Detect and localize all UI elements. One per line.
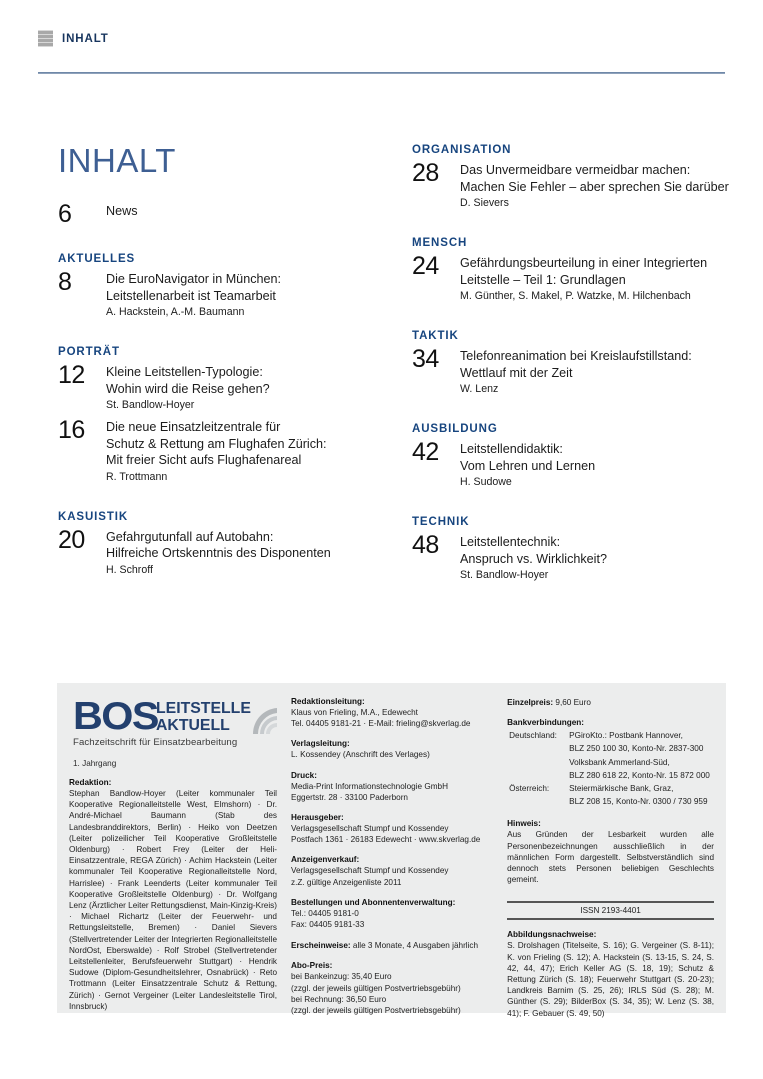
erscheinweise-value: alle 3 Monate, 4 Ausgaben jährlich bbox=[352, 941, 479, 951]
einzelpreis-label: Einzelpreis: bbox=[507, 698, 554, 707]
gray-bars-icon bbox=[38, 30, 53, 47]
bank-row bbox=[509, 796, 712, 807]
toc-section-heading: AKTUELLES bbox=[58, 253, 136, 265]
toc-entry-title-line: Schutz & Rettung am Flughafen Zürich: bbox=[106, 436, 327, 451]
arc-swoosh-icon bbox=[251, 704, 277, 734]
bank-row bbox=[509, 757, 712, 768]
text-line: Verlagsgesellschaft Stumpf und Kossendey bbox=[291, 866, 449, 876]
redaktion-text: Stephan Bandlow-Hoyer (Leiter kommunaler Teil Kooperative Regionalleitstelle West, Elmshorn) · Dr. André-Michael Baumann (Stab des Landesbranddirektors, Berlin) · Heiko von Deetzen (Leiter polizeilicher Teil Kooperative Großleitstelle Oldenburg) · Robert Frey (Leiter der Heli-Einsatzzentrale, REGA Zürich) · Achim Hackstein (Leiter kommunaler Teil Kooperative Regionalleitstelle Nord, Harrislee) · Frank Leenderts (Leiter kommunaler Teil Kooperative Großleitstelle Oldenburg) · Dr. Wolfgang Lenz (Ärztlicher Leiter Rettungsdienst, Main-Kinzig-Kreis) · Michael Richartz (Leiter der Feuerwehr- und Rettungsleitstelle, Bremen) · Daniel Sievers (Stellvertretender Leiter der Integrierten Regionalleitstelle NordOst, Eberswalde) · Rolf Strobel (Stellvertretender Leitstellenleiter, Berufsfeuerwehr Stuttgart) · Hendrik Sudowe (Diplom-Gesundheitslehrer, Osnabrück) · Reto Trottmann (Leiter Einsatzzentrale Schutz & Rettung, Zürich) · Gernot Vergeiner (Leiter Landesleitstelle Tirol, Innsbruck) bbox=[69, 789, 277, 1011]
bank-row bbox=[509, 783, 712, 794]
toc-entry[interactable] bbox=[412, 160, 742, 211]
text-line: Verlagsgesellschaft Stumpf und Kossendey bbox=[291, 824, 449, 834]
header-divider bbox=[38, 72, 725, 74]
toc-entry-body bbox=[106, 362, 388, 413]
text-line: Tel. 04405 9181-21 · E-Mail: frieling@skverlag.de bbox=[291, 719, 471, 729]
bestellungen-label: Bestellungen und Abonnentenverwaltung: bbox=[291, 897, 456, 907]
bank-row bbox=[509, 730, 712, 741]
toc-section-heading: TECHNIK bbox=[412, 516, 470, 528]
toc-entry-title-line: Gefahrgutunfall auf Autobahn: bbox=[106, 529, 274, 544]
toc-entry-title-line: Das Unvermeidbare vermeidbar machen: bbox=[460, 163, 691, 177]
toc-right-column bbox=[412, 144, 742, 587]
toc-entry-page-number[interactable]: 42 bbox=[412, 438, 439, 466]
toc-entry-page-number[interactable]: 16 bbox=[58, 416, 85, 444]
bankverbindungen-label: Bankverbindungen: bbox=[507, 718, 585, 728]
toc-entry-page-number[interactable]: 28 bbox=[412, 159, 439, 187]
herausgeber-label: Herausgeber: bbox=[291, 813, 344, 823]
toc-entry-page-number[interactable]: 48 bbox=[412, 531, 439, 559]
bestellungen-text bbox=[291, 908, 493, 930]
toc-entry[interactable] bbox=[58, 417, 388, 485]
text-line: z.Z. gültige Anzeigenliste 2011 bbox=[291, 877, 402, 887]
imprint-column-logo bbox=[69, 695, 291, 1011]
table-of-contents bbox=[0, 144, 763, 587]
bank-detail-line: BLZ 208 15, Konto-Nr. 0300 / 730 959 bbox=[569, 797, 708, 807]
running-header bbox=[38, 30, 109, 47]
text-line: Tel.: 04405 9181-0 bbox=[291, 908, 359, 918]
toc-entry-body bbox=[106, 201, 388, 220]
logo-aktuell-text: AKTUELL bbox=[156, 717, 230, 734]
bank-row bbox=[509, 770, 712, 781]
toc-entry-title-line: Leitstellenarbeit ist Teamarbeit bbox=[106, 288, 276, 303]
toc-section-heading: AUSBILDUNG bbox=[412, 423, 498, 435]
toc-entry-title-line: Vom Lehren und Lernen bbox=[460, 458, 596, 473]
druck-label: Druck: bbox=[291, 770, 317, 780]
imprint-column-contact bbox=[291, 697, 507, 1016]
bank-country-label bbox=[509, 743, 567, 754]
toc-entry-page-number[interactable]: 20 bbox=[58, 525, 85, 554]
logo-volume: 1. Jahrgang bbox=[73, 759, 117, 768]
bank-detail-line: PGiroKto.: Postbank Hannover, bbox=[569, 731, 683, 741]
toc-entry[interactable] bbox=[58, 269, 388, 320]
toc-entry[interactable] bbox=[412, 532, 742, 583]
text-line: L. Kossendey (Anschrift des Verlages) bbox=[291, 750, 430, 760]
toc-section-heading: TAKTIK bbox=[412, 330, 459, 342]
anzeigenverkauf-label: Anzeigenverkauf: bbox=[291, 855, 360, 865]
einzelpreis-row bbox=[507, 697, 714, 708]
toc-entry-title-line: Die neue Einsatzleitzentrale für bbox=[106, 420, 281, 434]
hinweis-text: Aus Gründen der Lesbarkeit wurden alle Personenbezeichnungen ausschließlich in der männlichen Form dargestellt. Selbstverständlich sind dennoch stets Personen beliebigen Geschlechts gemeint. bbox=[507, 830, 714, 885]
toc-entry-body bbox=[460, 439, 742, 490]
toc-entry-title-line: Telefonreanimation bei Kreislaufstillstand: bbox=[460, 349, 692, 363]
logo-bos-text: BOS bbox=[73, 695, 158, 738]
erscheinweise-label: Erscheinweise: bbox=[291, 941, 351, 951]
erscheinweise-row bbox=[291, 940, 493, 951]
toc-entry-title-line: Machen Sie Fehler – aber sprechen Sie darüber bbox=[460, 179, 729, 194]
verlagsleitung-text bbox=[291, 749, 493, 760]
running-header-title: INHALT bbox=[62, 32, 109, 45]
toc-entry-body bbox=[460, 160, 742, 211]
text-line: bei Rechnung: 36,50 Euro bbox=[291, 994, 387, 1004]
abopreis-label: Abo-Preis: bbox=[291, 961, 333, 971]
hinweis-label: Hinweis: bbox=[507, 819, 541, 829]
redaktion-label: Redaktion: bbox=[69, 778, 112, 787]
toc-entry[interactable] bbox=[58, 201, 388, 227]
toc-entry-body bbox=[106, 417, 388, 485]
toc-entry-title-line: Hilfreiche Ortskenntnis des Disponenten bbox=[106, 546, 331, 560]
bank-country-label: Deutschland: bbox=[509, 731, 557, 741]
publication-logo bbox=[73, 695, 277, 768]
text-line: bei Bankeinzug: 35,40 Euro bbox=[291, 972, 392, 982]
toc-entry-authors: W. Lenz bbox=[460, 383, 499, 395]
toc-entry-body bbox=[106, 269, 388, 320]
redaktionsleitung-text bbox=[291, 707, 493, 729]
druck-text bbox=[291, 781, 493, 803]
toc-entry-title-line: News bbox=[106, 204, 138, 218]
imprint-block bbox=[57, 683, 726, 1018]
toc-entry-authors: H. Schroff bbox=[106, 563, 153, 576]
text-line: Media-Print Informationstechnologie GmbH bbox=[291, 781, 448, 791]
text-line: Postfach 1361 · 26183 Edewecht · www.skverlag.de bbox=[291, 835, 481, 845]
toc-entry-body bbox=[460, 253, 742, 304]
toc-entry-title-line: Mit freier Sicht aufs Flughafenareal bbox=[106, 453, 302, 467]
abbildungsnachweise-label: Abbildungsnachweise: bbox=[507, 930, 597, 940]
toc-left-column bbox=[58, 144, 388, 587]
toc-entry-authors: St. Bandlow-Hoyer bbox=[460, 569, 549, 581]
toc-entry-title-line: Leitstellentechnik: bbox=[460, 535, 561, 549]
text-line: Fax: 04405 9181-33 bbox=[291, 920, 365, 930]
toc-section-heading: MENSCH bbox=[412, 237, 468, 249]
abopreis-text bbox=[291, 971, 493, 1016]
toc-entry-title-line: Leitstellendidaktik: bbox=[460, 442, 563, 456]
bank-detail-line: Steiermärkische Bank, Graz, bbox=[569, 784, 674, 794]
text-line: (zzgl. der jeweils gültigen Postvertriebsgebühr) bbox=[291, 1006, 461, 1016]
bank-detail-line: BLZ 280 618 22, Konto-Nr. 15 872 000 bbox=[569, 770, 710, 780]
bank-country-label bbox=[509, 796, 567, 807]
toc-entry-authors: D. Sievers bbox=[460, 197, 509, 209]
toc-entry[interactable] bbox=[412, 253, 742, 304]
anzeigenverkauf-text bbox=[291, 865, 493, 887]
redaktionsleitung-label: Redaktionsleitung: bbox=[291, 697, 365, 706]
logo-leitstelle-text: LEITSTELLE bbox=[156, 700, 251, 717]
bank-detail-line: BLZ 250 100 30, Konto-Nr. 2837-300 bbox=[569, 744, 704, 754]
toc-entry-page-number[interactable]: 6 bbox=[58, 200, 72, 228]
toc-entry-page-number[interactable]: 12 bbox=[58, 361, 85, 389]
toc-entry-page-number[interactable]: 24 bbox=[412, 252, 439, 280]
toc-entry-page-number[interactable]: 34 bbox=[412, 345, 439, 373]
toc-entry[interactable] bbox=[412, 439, 742, 490]
bank-country-label bbox=[509, 757, 567, 768]
imprint-column-bank bbox=[507, 697, 714, 1018]
toc-entry-authors: A. Hackstein, A.-M. Baumann bbox=[106, 306, 245, 318]
toc-entry-authors: M. Günther, S. Makel, P. Watzke, M. Hilchenbach bbox=[460, 290, 691, 302]
bank-row bbox=[509, 743, 712, 754]
toc-entry-title-line: Wettlauf mit der Zeit bbox=[460, 365, 573, 380]
toc-entry-title-line: Wohin wird die Reise gehen? bbox=[106, 381, 270, 396]
bank-detail-line: Volksbank Ammerland-Süd, bbox=[569, 757, 670, 767]
toc-section-heading: PORTRÄT bbox=[58, 346, 120, 358]
toc-entry-body bbox=[460, 346, 742, 397]
toc-section-heading: ORGANISATION bbox=[412, 144, 512, 156]
einzelpreis-value: 9,60 Euro bbox=[555, 698, 591, 707]
toc-entry-authors: H. Sudowe bbox=[460, 476, 512, 488]
toc-entry-title-line: Anspruch vs. Wirklichkeit? bbox=[460, 551, 607, 566]
toc-section-heading: KASUISTIK bbox=[58, 510, 129, 523]
abbildungsnachweise-text: S. Drolshagen (Titelseite, S. 16); G. Vergeiner (S. 8-11); K. von Frieling (S. 12); A. Hackstein (S. 13-15, S. 24, S. 42, 44, 47); Erich Keller AG (S. 18, 19); Schutz & Rettung Zürich (S. 18); Feuerwehr Stuttgart (S. 20-23); Landkreis Barnim (S. 25, 26); IRLS Süd (S. 28); M. Günther (S. 29); BilderBox (S. 34, 35); W. Lenz (S. 38, 41); F. Gebauer (S. 49, 50) bbox=[507, 941, 714, 1018]
bank-country-label: Österreich: bbox=[509, 784, 550, 794]
toc-entry[interactable] bbox=[58, 527, 388, 578]
issn-badge: ISSN 2193-4401 bbox=[507, 901, 714, 920]
toc-entry-title-line: Kleine Leitstellen-Typologie: bbox=[106, 365, 263, 379]
bank-details-table bbox=[507, 728, 714, 809]
verlagsleitung-label: Verlagsleitung: bbox=[291, 739, 350, 749]
logo-tagline: Fachzeitschrift für Einsatzbearbeitung bbox=[73, 737, 238, 748]
toc-entry[interactable] bbox=[58, 362, 388, 413]
text-line: Eggertstr. 28 · 33100 Paderborn bbox=[291, 792, 408, 802]
toc-entry-title-line: Die EuroNavigator in München: bbox=[106, 272, 282, 286]
text-line: Klaus von Frieling, M.A., Edewecht bbox=[291, 708, 418, 717]
toc-entry[interactable] bbox=[412, 346, 742, 397]
toc-entry-authors: R. Trottmann bbox=[106, 470, 168, 483]
toc-entry-body bbox=[106, 527, 388, 578]
toc-entry-title-line: Gefährdungsbeurteilung in einer Integrierten bbox=[460, 256, 708, 270]
text-line: (zzgl. der jeweils gültigen Postvertriebsgebühr) bbox=[291, 983, 461, 993]
herausgeber-text bbox=[291, 823, 493, 845]
toc-entry-page-number[interactable]: 8 bbox=[58, 268, 72, 296]
toc-entry-authors: St. Bandlow-Hoyer bbox=[106, 399, 195, 411]
toc-entry-title-line: Leitstelle – Teil 1: Grundlagen bbox=[460, 272, 626, 287]
bank-country-label bbox=[509, 770, 567, 781]
toc-entry-body bbox=[460, 532, 742, 583]
page-title: INHALT bbox=[58, 142, 176, 179]
